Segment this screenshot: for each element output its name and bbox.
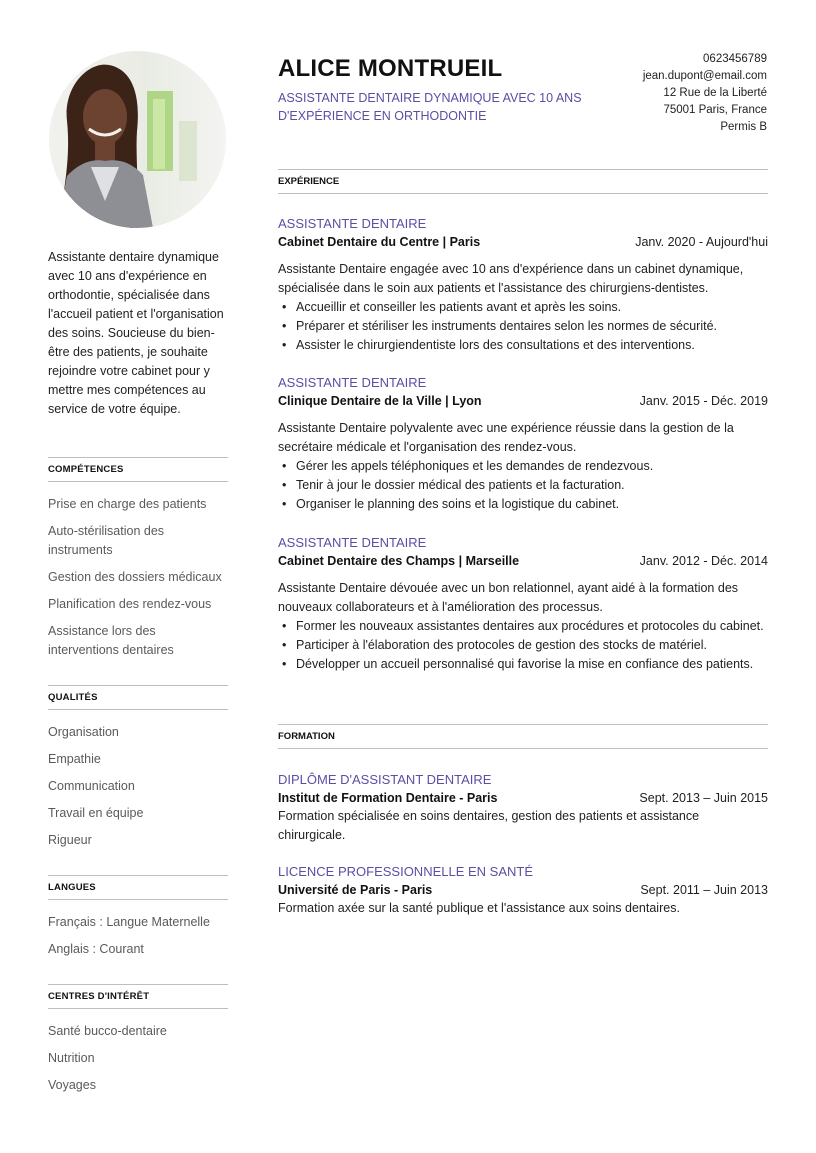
email-text: jean.dupont@email.com	[642, 70, 767, 82]
experience-title: EXPÉRIENCE	[278, 169, 768, 194]
city-text: 75001 Paris, France	[663, 104, 767, 116]
experience-bullets	[278, 298, 768, 355]
experience-bullets	[278, 617, 768, 674]
experience-description: Assistante Dentaire engagée avec 10 ans d'expérience dans un cabinet dynamique, spécialisée dans le soin aux patients et l'assistance des chirurgiens-dentistes.	[278, 262, 744, 295]
bullet-item: • Accueillir et conseiller les patients avant et après les soins.	[278, 298, 768, 317]
profile-summary: Assistante dentaire dynamique avec 10 ans d'expérience en orthodontie, spécialisée dans l'accueil patient et l'organisation des soins. Soucieuse du bien-être des patients, je souhaite rejoindre votre cabinet pour y mettre mes compétences au service de votre équipe.	[48, 250, 224, 416]
language-item: Anglais : Courant	[48, 942, 144, 956]
experience-entry	[278, 374, 768, 514]
education-description: Formation spécialisée en soins dentaires, gestion des patients et assistance chirurgicale.	[278, 809, 700, 842]
skills-list	[48, 495, 228, 660]
bullet-item: • Organiser le planning des soins et la logistique du cabinet.	[278, 495, 768, 514]
bullet-item: • Développer un accueil personnalisé qui favorise la mise en confiance des patients.	[278, 655, 768, 674]
interests-title: CENTRES D'INTÉRÊT	[48, 984, 228, 1009]
skills-title: COMPÉTENCES	[48, 457, 228, 482]
quality-item: Communication	[48, 779, 135, 793]
experience-dates: Janv. 2012 - Déc. 2014	[639, 554, 768, 568]
education-school: Institut de Formation Dentaire - Paris	[278, 791, 498, 805]
experience-org: Cabinet Dentaire du Centre | Paris	[278, 235, 481, 249]
experience-role: ASSISTANTE DENTAIRE	[278, 216, 427, 231]
experience-org: Clinique Dentaire de la Ville | Lyon	[278, 394, 482, 408]
interest-item: Voyages	[48, 1078, 96, 1092]
contact-block	[643, 51, 767, 136]
education-entry	[278, 771, 768, 845]
experience-dates: Janv. 2015 - Déc. 2019	[639, 394, 768, 408]
bullet-item: • Préparer et stériliser les instruments dentaires selon les normes de sécurité.	[278, 317, 768, 336]
qualities-title: QUALITÉS	[48, 685, 228, 710]
interests-list	[48, 1022, 228, 1095]
skill-item: Assistance lors des interventions dentaires	[48, 624, 174, 657]
interests-section	[48, 984, 228, 1103]
profile-photo	[49, 51, 226, 228]
quality-item: Rigueur	[48, 833, 92, 847]
qualities-list	[48, 723, 228, 850]
interest-item: Nutrition	[48, 1051, 95, 1065]
quality-item: Empathie	[48, 752, 101, 766]
bullet-item: • Assister le chirurgiendentiste lors des consultations et des interventions.	[278, 336, 768, 355]
education-degree: DIPLÔME D'ASSISTANT DENTAIRE	[278, 772, 492, 787]
education-dates: Sept. 2011 – Juin 2013	[640, 883, 768, 897]
languages-title: LANGUES	[48, 875, 228, 900]
bullet-item: • Gérer les appels téléphoniques et les demandes de rendezvous.	[278, 457, 768, 476]
candidate-name: ALICE MONTRUEIL	[278, 55, 503, 82]
candidate-headline: ASSISTANTE DENTAIRE DYNAMIQUE AVEC 10 ANS D'EXPÉRIENCE EN ORTHODONTIE	[278, 91, 582, 123]
skill-item: Prise en charge des patients	[48, 497, 207, 511]
education-entry	[278, 863, 768, 918]
quality-item: Travail en équipe	[48, 806, 144, 820]
experience-role: ASSISTANTE DENTAIRE	[278, 535, 427, 550]
education-description: Formation axée sur la santé publique et l'assistance aux soins dentaires.	[278, 901, 680, 915]
experience-entry	[278, 215, 768, 355]
bullet-item: • Former les nouveaux assistantes dentaires aux procédures et protocoles du cabinet.	[278, 617, 768, 636]
phone-text: 0623456789	[703, 53, 767, 65]
experience-entry	[278, 534, 768, 674]
skill-item: Planification des rendez-vous	[48, 597, 212, 611]
skill-item: Auto-stérilisation des instruments	[48, 524, 165, 557]
experience-role: ASSISTANTE DENTAIRE	[278, 375, 427, 390]
interest-item: Santé bucco-dentaire	[48, 1024, 167, 1038]
education-title: FORMATION	[278, 724, 768, 749]
license-text: Permis B	[720, 121, 767, 133]
skills-section	[48, 457, 228, 668]
education-school: Université de Paris - Paris	[278, 883, 433, 897]
language-item: Français : Langue Maternelle	[48, 915, 210, 929]
experience-description: Assistante Dentaire polyvalente avec une expérience réussie dans la gestion de la secrétaire médicale et l'organisation des rendez-vous.	[278, 421, 734, 454]
education-degree: LICENCE PROFESSIONNELLE EN SANTÉ	[278, 864, 534, 879]
education-dates: Sept. 2013 – Juin 2015	[639, 791, 768, 805]
experience-org: Cabinet Dentaire des Champs | Marseille	[278, 554, 520, 568]
quality-item: Organisation	[48, 725, 119, 739]
experience-dates: Janv. 2020 - Aujourd'hui	[635, 235, 768, 249]
languages-section	[48, 875, 228, 967]
experience-bullets	[278, 457, 768, 514]
skill-item: Gestion des dossiers médicaux	[48, 570, 222, 584]
street-text: 12 Rue de la Liberté	[663, 87, 767, 99]
experience-description: Assistante Dentaire dévouée avec un bon relationnel, ayant aidé à la formation des nouveaux collaborateurs et à l'amélioration des processus.	[278, 581, 739, 614]
languages-list	[48, 913, 228, 959]
bullet-item: • Tenir à jour le dossier médical des patients et la facturation.	[278, 476, 768, 495]
bullet-item: • Participer à l'élaboration des protocoles de gestion des stocks de matériel.	[278, 636, 768, 655]
qualities-section	[48, 685, 228, 858]
